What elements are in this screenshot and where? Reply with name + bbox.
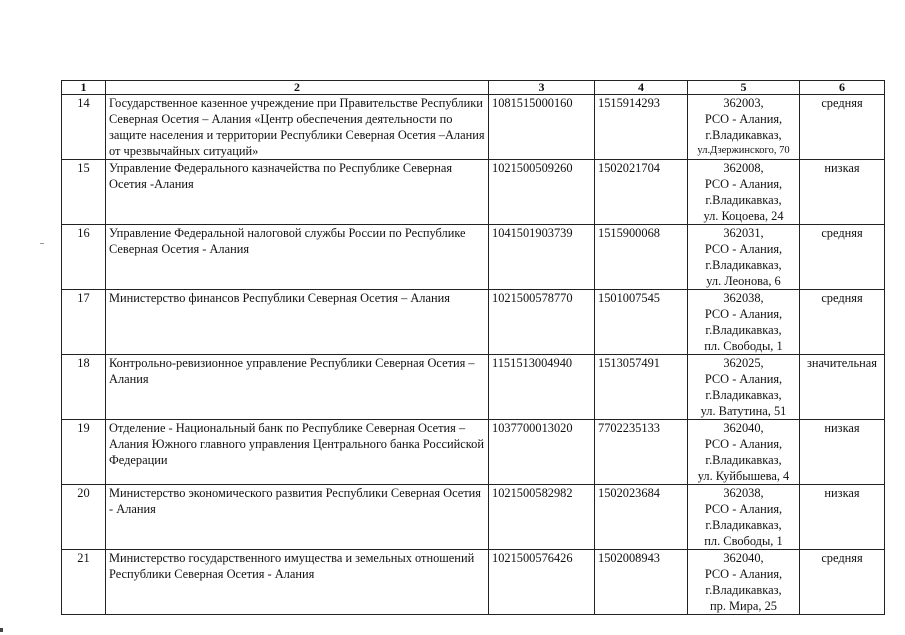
address-cell: [688, 550, 800, 615]
address-cell: [688, 95, 800, 160]
inn-cell: 1502021704: [595, 160, 688, 225]
inn-cell: 1515914293: [595, 95, 688, 160]
row-number: 14: [62, 95, 106, 160]
address-line: г.Владикавказ,: [705, 388, 782, 402]
organization-name: Министерство финансов Республики Северная Осетия – Алания: [106, 290, 489, 355]
ogrn-cell: 1081515000160: [489, 95, 595, 160]
ogrn-cell: 1037700013020: [489, 420, 595, 485]
risk-category: низкая: [800, 420, 885, 485]
row-number: 17: [62, 290, 106, 355]
risk-category: средняя: [800, 550, 885, 615]
address-line: ул. Коцоева, 24: [703, 209, 784, 223]
column-header: 3: [489, 81, 595, 95]
table-row: [62, 550, 885, 615]
column-header: 5: [688, 81, 800, 95]
scan-mark: [0, 628, 3, 632]
address-line: 362003,: [723, 96, 764, 110]
table-row: [62, 485, 885, 550]
organization-name: Отделение - Национальный банк по Республике Северная Осетия – Алания Южного главного управления Центрального банка Российской Федерации: [106, 420, 489, 485]
risk-category: низкая: [800, 160, 885, 225]
address-cell: [688, 485, 800, 550]
table-row: [62, 420, 885, 485]
column-header: 2: [106, 81, 489, 95]
ogrn-cell: 1021500582982: [489, 485, 595, 550]
risk-category: низкая: [800, 485, 885, 550]
address-line: 362031,: [723, 226, 764, 240]
table-row: [62, 290, 885, 355]
risk-category: средняя: [800, 225, 885, 290]
risk-category: средняя: [800, 290, 885, 355]
address-line: г.Владикавказ,: [705, 518, 782, 532]
address-line: 362038,: [723, 486, 764, 500]
table-row: [62, 160, 885, 225]
address-cell: [688, 420, 800, 485]
address-line: пл. Свободы, 1: [704, 339, 783, 353]
address-line: пл. Свободы, 1: [704, 534, 783, 548]
column-header: 6: [800, 81, 885, 95]
address-cell: [688, 355, 800, 420]
address-line: 362040,: [723, 421, 764, 435]
scan-mark: [40, 243, 44, 244]
column-header: 4: [595, 81, 688, 95]
address-line: г.Владикавказ,: [705, 323, 782, 337]
address-line: РСО - Алания,: [704, 177, 783, 191]
address-line: г.Владикавказ,: [705, 583, 782, 597]
address-line: ул.Дзержинского, 70: [697, 145, 790, 156]
ogrn-cell: 1041501903739: [489, 225, 595, 290]
address-line: РСО - Алания,: [704, 112, 783, 126]
inn-cell: 1502023684: [595, 485, 688, 550]
address-cell: [688, 290, 800, 355]
address-line: ул. Ватутина, 51: [700, 404, 787, 418]
organization-name: Управление Федерального казначейства по Республике Северная Осетия -Алания: [106, 160, 489, 225]
address-line: РСО - Алания,: [704, 242, 783, 256]
organization-name: Министерство экономического развития Республики Северная Осетия - Алания: [106, 485, 489, 550]
row-number: 19: [62, 420, 106, 485]
ogrn-cell: 1021500576426: [489, 550, 595, 615]
column-header: 1: [62, 81, 106, 95]
address-line: РСО - Алания,: [704, 307, 783, 321]
address-line: г.Владикавказ,: [705, 453, 782, 467]
row-number: 15: [62, 160, 106, 225]
address-line: 362025,: [723, 356, 764, 370]
address-cell: [688, 160, 800, 225]
header-row: [62, 81, 885, 95]
table-row: [62, 225, 885, 290]
row-number: 20: [62, 485, 106, 550]
inn-cell: 1515900068: [595, 225, 688, 290]
ogrn-cell: 1021500578770: [489, 290, 595, 355]
ogrn-cell: 1151513004940: [489, 355, 595, 420]
address-line: 362040,: [723, 551, 764, 565]
inn-cell: 1502008943: [595, 550, 688, 615]
inn-cell: 1513057491: [595, 355, 688, 420]
organization-name: Государственное казенное учреждение при Правительстве Республики Северная Осетия – Алания «Центр обеспечения деятельности по защите населения и территории Республики Северная Осетия –Алания от чрезвычайных ситуаций»: [106, 95, 489, 160]
row-number: 21: [62, 550, 106, 615]
risk-category: средняя: [800, 95, 885, 160]
inn-cell: 1501007545: [595, 290, 688, 355]
address-line: 362038,: [723, 291, 764, 305]
address-line: г.Владикавказ,: [705, 128, 782, 142]
address-line: РСО - Алания,: [704, 502, 783, 516]
address-line: пр. Мира, 25: [710, 599, 777, 613]
address-line: РСО - Алания,: [704, 437, 783, 451]
inn-cell: 7702235133: [595, 420, 688, 485]
ogrn-cell: 1021500509260: [489, 160, 595, 225]
row-number: 16: [62, 225, 106, 290]
address-cell: [688, 225, 800, 290]
registry-table: [61, 80, 885, 615]
address-line: 362008,: [723, 161, 764, 175]
organization-name: Контрольно-ревизионное управление Республики Северная Осетия – Алания: [106, 355, 489, 420]
row-number: 18: [62, 355, 106, 420]
address-line: г.Владикавказ,: [705, 258, 782, 272]
address-line: ул. Леонова, 6: [706, 274, 781, 288]
organization-name: Управление Федеральной налоговой службы России по Республике Северная Осетия - Алания: [106, 225, 489, 290]
risk-category: значительная: [800, 355, 885, 420]
organization-name: Министерство государственного имущества и земельных отношений Республики Северная Осетия - Алания: [106, 550, 489, 615]
address-line: РСО - Алания,: [704, 567, 783, 581]
address-line: РСО - Алания,: [704, 372, 783, 386]
address-line: г.Владикавказ,: [705, 193, 782, 207]
table-row: [62, 95, 885, 160]
address-line: ул. Куйбышева, 4: [697, 469, 790, 483]
table-row: [62, 355, 885, 420]
